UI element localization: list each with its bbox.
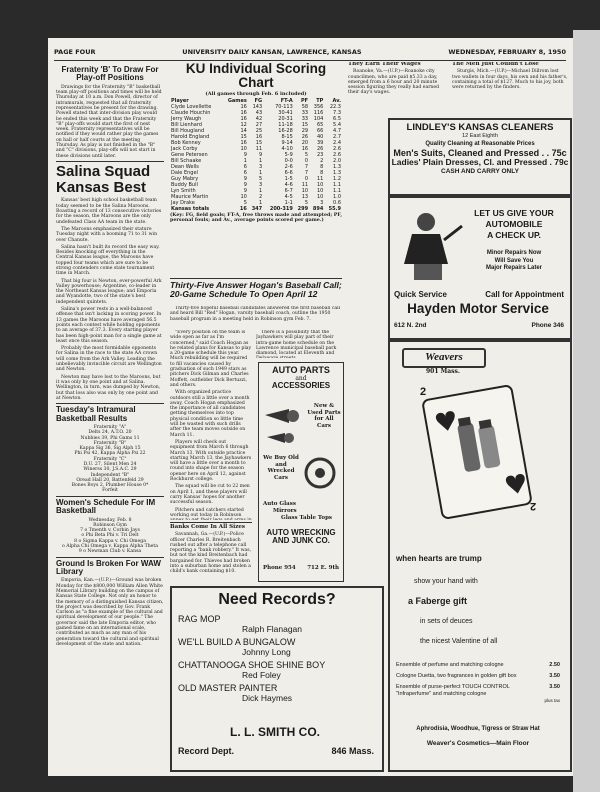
- table-cell: 42: [255, 115, 263, 122]
- playing-card-illustration: [412, 382, 542, 522]
- song-title: RAG MOP: [178, 614, 221, 624]
- women-headline: Women's Schedule For IM Basketball: [56, 497, 156, 516]
- table-cell: 20-31: [278, 115, 293, 122]
- table-cell: 3: [258, 163, 263, 170]
- scoring-column-header: TP: [316, 97, 324, 104]
- table-cell: 3: [258, 181, 263, 188]
- baseball-body-3: With organized practice outdoors still a little over a month away, Coach Hogan emphasized the importance of all candidates getting themselves into top physical condition so little time will be wasted with such drills after the team moves outside on March 11.: [170, 390, 250, 438]
- table-cell: 7.3: [333, 109, 341, 116]
- table-cell: 23: [316, 151, 324, 158]
- table-cell: Kansas totals: [171, 205, 210, 212]
- table-row: [170, 134, 342, 140]
- left-column: [56, 66, 164, 771]
- result-line: Fraternity "B": [93, 440, 127, 446]
- table-row: [170, 110, 342, 116]
- weavers-logo: Weavers: [402, 348, 486, 368]
- we-buy-text: We Buy Old and Wrecked Cars: [263, 455, 299, 481]
- table-cell: 5: [304, 199, 309, 206]
- hayden-repairs: [464, 250, 564, 273]
- table-cell: 6: [243, 163, 247, 170]
- table-cell: 8: [320, 169, 324, 176]
- table-cell: 10: [316, 193, 324, 200]
- hayden-contact: [394, 322, 564, 329]
- weavers-faberge: a Faberge gift: [408, 596, 468, 606]
- table-cell: 33: [301, 115, 309, 122]
- table-cell: 12: [240, 121, 247, 128]
- table-cell: 26: [316, 145, 324, 152]
- table-cell: Guy Mabry: [171, 175, 199, 182]
- table-cell: 16: [240, 115, 247, 122]
- baseball-body-6: Pitchers and catchers started working out today in Robinson: [170, 507, 244, 518]
- scoring-column-header: Player: [171, 97, 189, 104]
- table-cell: 10: [301, 187, 309, 194]
- table-cell: 9: [243, 175, 247, 182]
- auto-parts-line2: and: [295, 375, 307, 383]
- table-cell: 13: [301, 193, 309, 200]
- item-price: 2.50: [549, 662, 560, 668]
- hayden-call: Call for Appointment: [485, 290, 564, 299]
- salina-headline: Salina Squad Kansas Best: [56, 162, 151, 196]
- table-cell: 3: [320, 199, 324, 206]
- table-cell: 894: [312, 205, 324, 212]
- records-footer: [178, 746, 374, 756]
- cleaners-address: 12 East Eighth: [462, 132, 498, 139]
- auto-contact: [263, 565, 339, 571]
- table-cell: 2.6: [333, 151, 341, 158]
- salina-body-4: That big four is Newton, ever-powerful Ark Valley powerhouse; Argentine, co-leader in the Northeast Kansas league; and Emporia and Wyandotte, two of the state's best independent quintets.: [56, 278, 162, 305]
- ground-body: Emporia, Kan.—(U.P.)—Ground was broken Monday for the $800,000 William Allen White Memorial Library building on the campus of Kansas State College. Not only an honor to the memory of a distinguished Kansas citizen, the project was described by Gov. Frank Carlson as "a fine example of the cultural and spiritual development of our people." The governor said the late Emporia editor, who gained fame on an international scale, contributed as much as any man of his generation toward the cultural and spiritual development of the state and nation.: [56, 578, 164, 647]
- records-ad: [170, 586, 384, 772]
- wages-headline: They Earn Their Wages: [348, 62, 421, 67]
- table-cell: 2.7: [333, 133, 341, 140]
- table-cell: 29: [301, 127, 309, 134]
- table-cell: 4-10: [281, 145, 293, 152]
- item-desc: Ensemble of purse-perfect TOUCH CONTROL "Infraperfume" and matching cologne: [396, 684, 510, 697]
- card-rank-top: 2: [420, 386, 427, 398]
- scoring-column-header: PF: [300, 97, 309, 104]
- scoring-column-header: Av.: [332, 97, 341, 104]
- scoring-key: (Key: FG, field goals; FT-A, free throws made and attempted; PF, personal fouls; and Av., average points scored per game.): [170, 211, 342, 223]
- table-cell: 25: [255, 127, 263, 134]
- scoring-column-header: FG: [254, 97, 263, 104]
- frat-headline: Fraternity 'B' To Draw For Play-off Positions: [61, 66, 159, 83]
- hayden-ad: [388, 196, 572, 340]
- auto-address: 712 E. 9th: [307, 565, 339, 571]
- table-cell: 4.7: [333, 127, 341, 134]
- table-cell: 143: [252, 103, 263, 110]
- auto-bullets: [263, 501, 341, 522]
- frat-body: Drawings for the Fraternity "B" basketball team play-off positions and times will be held Thursday at 10 a.m. Don Powell, director of intramurals, requested that all fraternity representatives be present for the drawing. Powell stated that inter-division play would be ended this week and that the Fraternity "B" play-offs would start the first of next week. Fraternity representatives will be notified if they would rather play the games on hall or half courts at the meeting Thursday. As play is not finished in the "B" and "C" divisions, play-offs will not start in these divisions until later.: [56, 84, 162, 159]
- hayden-name: Hayden Motor Service: [407, 301, 549, 316]
- plus-tax: plus tax: [544, 698, 560, 703]
- table-cell: Gene Petersen: [171, 151, 208, 158]
- table-cell: Clyde Lovellette: [171, 103, 212, 110]
- result-line: Fraternity "C": [93, 456, 127, 462]
- table-cell: 65: [316, 121, 324, 128]
- table-cell: Bill Schaake: [171, 157, 202, 164]
- table-row: [170, 206, 342, 212]
- salina-body-5: Salina's power rests in a well-balanced offense that isn't lacking in scoring power. In 13 games the Maroons have averaged 56.5 points each contest while holding opponents to an average of 37.3. Every starting player has been high-point man for a single game at least once this season.: [56, 307, 162, 344]
- item-desc: Ensemble of perfume and matching cologne: [396, 662, 504, 668]
- table-cell: Claude Houchin: [171, 109, 211, 116]
- couldnt-lose-story: [452, 62, 568, 114]
- result-line: Bones Boys 2, Plumber House 0*: [71, 483, 149, 489]
- weavers-item: [396, 671, 560, 682]
- song-artist: Dick Haymes: [242, 693, 293, 703]
- hayden-will: Will Save You: [494, 257, 534, 264]
- table-cell: 1: [258, 187, 263, 194]
- adjacent-page-edge: [573, 30, 600, 792]
- table-cell: 0: [304, 157, 309, 164]
- table-cell: 33: [301, 109, 309, 116]
- couldnt-headline: The Men Just Couldn't Lose: [452, 62, 539, 67]
- table-cell: Bill Lienhard: [171, 121, 202, 128]
- table-cell: 9: [243, 181, 247, 188]
- records-dept: Record Dept.: [178, 746, 235, 756]
- table-cell: 58: [301, 103, 309, 110]
- hayden-quick: Quick Service: [394, 290, 447, 299]
- wages-story: [348, 62, 446, 114]
- baseball-headline-box: [170, 278, 342, 305]
- song-title: CHATTANOOGA SHOE SHINE BOY: [178, 660, 326, 670]
- hayden-address: 612 N. 2nd: [394, 322, 427, 329]
- table-cell: 104: [313, 115, 324, 122]
- table-cell: 16: [255, 133, 263, 140]
- table-cell: 1.2: [333, 175, 341, 182]
- card-rank-bottom: 2: [530, 500, 537, 512]
- baseball-body-4: Players will check out equipment from March 6 through March 13. With outside practice starting March 13, the Jayhawkers will have a little over a month to round into shape for the season opener here on April 12, against Rockhurst college.: [170, 439, 252, 483]
- table-cell: 2.4: [333, 139, 341, 146]
- table-cell: 2.6: [333, 145, 341, 152]
- auto-phone: Phone 954: [263, 565, 296, 571]
- cleaners-ad: [388, 118, 572, 196]
- table-cell: 1: [258, 157, 263, 164]
- hayden-letus3: A CHECK UP.: [487, 230, 541, 240]
- table-cell: 6: [243, 169, 247, 176]
- weavers-ad: [388, 340, 572, 772]
- song-title: WE'LL BUILD A BUNGALOW: [178, 637, 296, 647]
- cleaners-cash: CASH AND CARRY ONLY: [441, 168, 519, 176]
- result-line: Independent "B": [90, 472, 130, 478]
- table-cell: Jack Corby: [171, 145, 198, 152]
- banks-story: [170, 522, 252, 583]
- newspaper-page: [48, 38, 573, 776]
- table-cell: 1.1: [333, 187, 341, 194]
- table-cell: Jerry Waugh: [171, 115, 202, 122]
- hayden-letus2: AUTOMOBILE: [485, 219, 543, 229]
- table-cell: 10: [240, 193, 247, 200]
- weavers-hearts: when hearts are trump: [396, 554, 482, 563]
- tuesday-results: [56, 425, 164, 494]
- item-price: 3.50: [549, 684, 560, 690]
- table-cell: Lyn Smith: [171, 187, 196, 194]
- table-cell: 1: [243, 157, 247, 164]
- table-cell: Buddy Bull: [171, 181, 198, 188]
- table-cell: 356: [313, 103, 324, 110]
- weavers-nicest: the nicest Valentine of all: [420, 638, 498, 645]
- table-cell: 0: [304, 175, 309, 182]
- table-cell: Maurice Martin: [171, 193, 209, 200]
- horn-icon: [263, 401, 307, 453]
- salina-body-6: Probably the most formidable opponents for Salina in the race to the state AA crown will come from the Ark Valley. Leading the unbelievably invincible circuit are Wellington and Newton.: [56, 346, 162, 373]
- table-cell: 2-6: [284, 163, 293, 170]
- table-cell: 15: [301, 121, 309, 128]
- result-line: Oread Hall 20, Battenfeld 29: [76, 477, 144, 483]
- ground-headline: Ground Is Broken For WAW Library: [56, 558, 161, 577]
- scoring-title: KU Individual Scoring Chart: [185, 62, 327, 91]
- mechanic-icon: [394, 204, 466, 284]
- hayden-phone: Phone 346: [531, 322, 564, 329]
- baseball-col-a: [170, 330, 252, 520]
- result-line: Kappa Sig 36, Sig Alph 15: [79, 446, 141, 452]
- weavers-footer: Weaver's Cosmetics—Main Floor: [426, 740, 530, 747]
- date-line: WEDNESDAY, FEBRUARY 8, 1950: [448, 48, 566, 56]
- scoring-column-header: FT-A: [280, 97, 293, 104]
- result-line: D.U. 27, Silent Men 24: [83, 461, 137, 467]
- table-row: [170, 146, 342, 152]
- scoring-column-header: Games: [227, 97, 247, 104]
- auto-company-name: AUTO WRECKING AND JUNK CO.: [266, 528, 336, 546]
- bullet-item: Glass Table Tops: [281, 515, 333, 521]
- weavers-item: [396, 684, 560, 698]
- result-line: Forfeit: [102, 488, 118, 494]
- table-cell: 4-6: [284, 181, 293, 188]
- couldnt-body: Sturgis, Mich.—(U.P.)—Michael Dillrom lost two wallets in four days, his own and his father's, containing a total of $127. Much to his joy, both were returned by the finders.: [452, 69, 568, 91]
- table-cell: 7: [304, 169, 309, 176]
- cleaners-line2: Ladies' Plain Dresses, Cl. and Pressed . 79c: [391, 157, 569, 168]
- hayden-letus1: LET US GIVE YOUR: [474, 208, 554, 218]
- result-line: Winerss 30, J.S.A.C. 29: [83, 467, 137, 473]
- table-cell: Dale Engel: [171, 169, 198, 176]
- records-title: Need Records?: [218, 591, 336, 608]
- bullet-item: Auto Glass: [263, 501, 296, 507]
- weavers-items: [396, 660, 560, 704]
- table-cell: 5.4: [333, 121, 341, 128]
- table-cell: 2: [258, 193, 263, 200]
- table-row: [170, 122, 342, 128]
- women-schedule: [56, 518, 164, 555]
- table-cell: 6.5: [333, 115, 341, 122]
- hayden-major: Major Repairs Later: [485, 265, 543, 271]
- salina-body-2: The Maroons emphasized their stature Tuesday night with a booming 71 to 31 win over Chanute.: [56, 226, 158, 243]
- table-cell: 16: [240, 139, 247, 146]
- auto-parts-line3: ACCESSORIES: [271, 381, 331, 391]
- table-cell: 70-113: [275, 103, 293, 110]
- schedule-line: 7 o Tmenth v. Corbin Jays: [80, 528, 140, 534]
- table-cell: 8-15: [281, 133, 293, 140]
- table-cell: 0.6: [333, 199, 341, 206]
- cleaners-name: LINDLEY'S KANSAS CLEANERS: [406, 122, 554, 133]
- hayden-service-row: [394, 290, 564, 299]
- table-cell: 1-1: [284, 199, 293, 206]
- table-cell: 55.9: [328, 205, 341, 212]
- table-cell: Jay Drake: [171, 199, 195, 206]
- schedule-line: o Alpha Chi Omega v. Kappa Alpha Theta: [62, 544, 158, 550]
- table-cell: 10: [316, 187, 324, 194]
- bullet-item: Mirrors: [273, 508, 297, 514]
- table-cell: 11: [301, 181, 309, 188]
- baseball-body-1: Thirty-five hopeful baseball candidates answered the first baseball call and heard Bill "Red" Hogan, varsity baseball coach, outline the 1950 baseball program in a meeting held in Robinson gym Feb. 7.: [170, 306, 341, 322]
- car-part-icon: [301, 455, 339, 491]
- table-cell: 6-6: [284, 169, 293, 176]
- schedule-line: o Phi Beta Phi v. Tri Delt: [81, 533, 139, 539]
- table-cell: 9: [258, 151, 263, 158]
- table-cell: 15: [255, 139, 263, 146]
- result-line: Fraternity "A": [93, 424, 127, 430]
- auto-parts-line1: AUTO PARTS: [272, 365, 330, 375]
- song-title: OLD MASTER PAINTER: [178, 683, 278, 693]
- table-cell: 10: [316, 181, 324, 188]
- table-cell: 16-28: [278, 127, 293, 134]
- song-artist: Johnny Long: [242, 647, 291, 657]
- weavers-scents: Aphrodisia, Woodhue, Tigress or Straw Hat: [416, 726, 540, 732]
- table-cell: 200-319: [269, 205, 293, 212]
- table-cell: 1.3: [333, 169, 341, 176]
- schedule-line: 9 o Newman Club v. Kansa: [78, 549, 142, 555]
- scoring-subtitle: (All games through Feb. 6 included): [205, 91, 307, 98]
- banks-body: Savannah, Ga.—(U.P.)—Police officer Charles R. Breitenbach rushed out after a telephone call reporting a "bank robbery." It was, but not the kind Breitenbach had bargained for. Thieves had broken into a suburban home and stolen a child's bank containing $10.: [170, 532, 252, 575]
- result-line: Phi Psi 42, Kappa Alpha Psi 22: [74, 451, 146, 457]
- table-cell: 26: [301, 133, 309, 140]
- table-cell: 5: [258, 175, 263, 182]
- table-cell: 16: [240, 109, 247, 116]
- table-cell: 1.1: [333, 181, 341, 188]
- table-cell: 22.3: [329, 103, 341, 110]
- table-cell: 7: [304, 163, 309, 170]
- item-desc: Cologne Duetta, two fragrances in golden gift box: [396, 673, 517, 679]
- page-number: PAGE FOUR: [54, 48, 96, 56]
- table-cell: Harold England: [171, 133, 210, 140]
- scoring-table: [170, 98, 342, 212]
- table-row: [170, 104, 342, 110]
- table-cell: 40: [316, 133, 324, 140]
- table-cell: 5-9: [284, 151, 293, 158]
- table-cell: 347: [251, 205, 263, 212]
- table-cell: Dean Wells: [171, 163, 199, 170]
- result-line: Delts 24, A.T.O. 20: [88, 430, 132, 436]
- tuesday-headline: Tuesday's Intramural Basketball Results: [56, 405, 136, 423]
- table-cell: 6-7: [284, 187, 293, 194]
- salina-body-3: Salina hasn't built its record the easy way. Besides knocking off everything in the Central Kansas league, the Maroons have topped four teams which are sure to be strong contenders come state tournament time in March.: [56, 244, 160, 277]
- result-line: Nubbies 39, Phi Gams 11: [80, 435, 140, 441]
- table-cell: 11: [316, 175, 324, 182]
- song-artist: Red Foley: [242, 670, 281, 680]
- cleaners-tag: Quality Cleaning at Reasonable Prices: [425, 140, 535, 147]
- weavers-show: show your hand with: [414, 578, 478, 585]
- table-cell: 0-0: [284, 157, 293, 164]
- table-cell: 16: [301, 145, 309, 152]
- table-cell: 43: [255, 109, 263, 116]
- records-songs: [178, 614, 374, 703]
- table-cell: 8: [320, 163, 324, 170]
- table-cell: 5: [304, 151, 309, 158]
- banks-headline: Banks Come In All Sizes: [170, 524, 245, 530]
- records-address: 846 Mass.: [331, 746, 374, 756]
- table-cell: 9: [243, 151, 247, 158]
- hayden-headline: [464, 208, 564, 241]
- table-cell: 15: [240, 133, 247, 140]
- wages-body: Roanoke, Va.—(U.P.)—Roanoke city councilmen, who are paid $5.33 a day, emerged from a 6 hour and 20 minute session figuring they really had earned their day's wages.: [348, 69, 440, 96]
- masthead: UNIVERSITY DAILY KANSAN, LAWRENCE, KANSAS: [182, 48, 362, 56]
- table-cell: Bill Hougland: [171, 127, 205, 134]
- table-cell: 1.0: [333, 193, 341, 200]
- new-used-text: New & Used Parts for All Cars: [307, 403, 341, 429]
- table-cell: 10: [240, 145, 247, 152]
- table-cell: 2.0: [333, 157, 341, 164]
- weavers-sets: in sets of deuces: [420, 618, 473, 625]
- page-header: [54, 48, 566, 61]
- table-cell: 116: [313, 109, 324, 116]
- table-cell: 5: [243, 199, 247, 206]
- baseball-body-5: The squad will be cut to 22 men on April 1, and these players will carry Kansas' hopes for another successful season.: [170, 484, 250, 506]
- hayden-minor: Minor Repairs Now: [486, 250, 542, 256]
- table-cell: 27: [255, 121, 263, 128]
- song-artist: Ralph Flanagan: [242, 624, 303, 634]
- table-cell: 11-18: [278, 121, 293, 128]
- table-cell: 16: [239, 205, 247, 212]
- cleaners-line1: Men's Suits, Cleaned and Pressed . . 75c: [393, 147, 567, 158]
- table-cell: 16: [240, 103, 247, 110]
- schedule-line: 8 o Sigma Kappa v. Chi Omega: [74, 538, 146, 544]
- salina-body-1: Kansas' best high school basketball team today seemed to be the Salina Maroons. Boasting a record of 13 consecutive victories for the season, the Maroons are the only undefeated Class AA team in the state.: [56, 198, 162, 225]
- schedule-line: Wednesday, Feb. 8: [88, 517, 132, 523]
- table-cell: 20: [301, 139, 309, 146]
- table-cell: 1-5: [284, 175, 293, 182]
- baseball-col-b: [256, 330, 342, 358]
- table-row: [170, 140, 342, 146]
- table-cell: 14: [240, 127, 247, 134]
- baseball-body-7: There is a possibility that the Jayhawkers will play part of their intra-game home schedule on the Lawrence municipal baseball park diamond, located at Eleventh and: [256, 330, 337, 357]
- salina-body-7: Newton may have lost to the Maroons, but it was only by one point and at Salina. Wellington, in turn, was dumped by Newton, but that loss also was only by one point and at Newton.: [56, 374, 161, 401]
- table-cell: 66: [316, 127, 324, 134]
- table-cell: 9: [243, 187, 247, 194]
- table-cell: 2: [320, 157, 324, 164]
- table-row: [170, 116, 342, 122]
- table-cell: Bob Kenney: [171, 139, 201, 146]
- table-cell: 9-14: [281, 139, 293, 146]
- weavers-address: 901 Mass.: [426, 368, 460, 375]
- table-cell: 4-5: [284, 193, 293, 200]
- table-cell: 30-41: [278, 109, 293, 116]
- baseball-headline: Thirty-Five Answer Hogan's Baseball Call; 20-Game Schedule To Open April 12: [170, 280, 342, 300]
- scoring-chart: [170, 62, 342, 276]
- table-cell: 299: [297, 205, 309, 212]
- auto-parts-ad: [258, 362, 344, 582]
- weavers-item: [396, 660, 560, 671]
- table-row: [170, 128, 342, 134]
- baseball-body-2: "Every position on the team is wide open as far as I'm concerned," said Coach Hogan as he related plans for Kansas to play a 20-game schedule this year. Much rebuilding will be required to fill vacancies caused by graduation of such 1949 stars as pitchers Dick Gilman and Charles Moffett, outfielder Dick Bertuzzi, and others.: [170, 330, 252, 388]
- table-cell: 1: [258, 169, 263, 176]
- schedule-line: Robinson Gym: [93, 522, 127, 528]
- table-cell: 39: [316, 139, 324, 146]
- records-store: L. L. SMITH CO.: [230, 725, 320, 739]
- table-cell: 1.3: [333, 163, 341, 170]
- item-price: 3.50: [549, 673, 560, 679]
- table-cell: 11: [255, 145, 263, 152]
- table-cell: 1: [258, 199, 263, 206]
